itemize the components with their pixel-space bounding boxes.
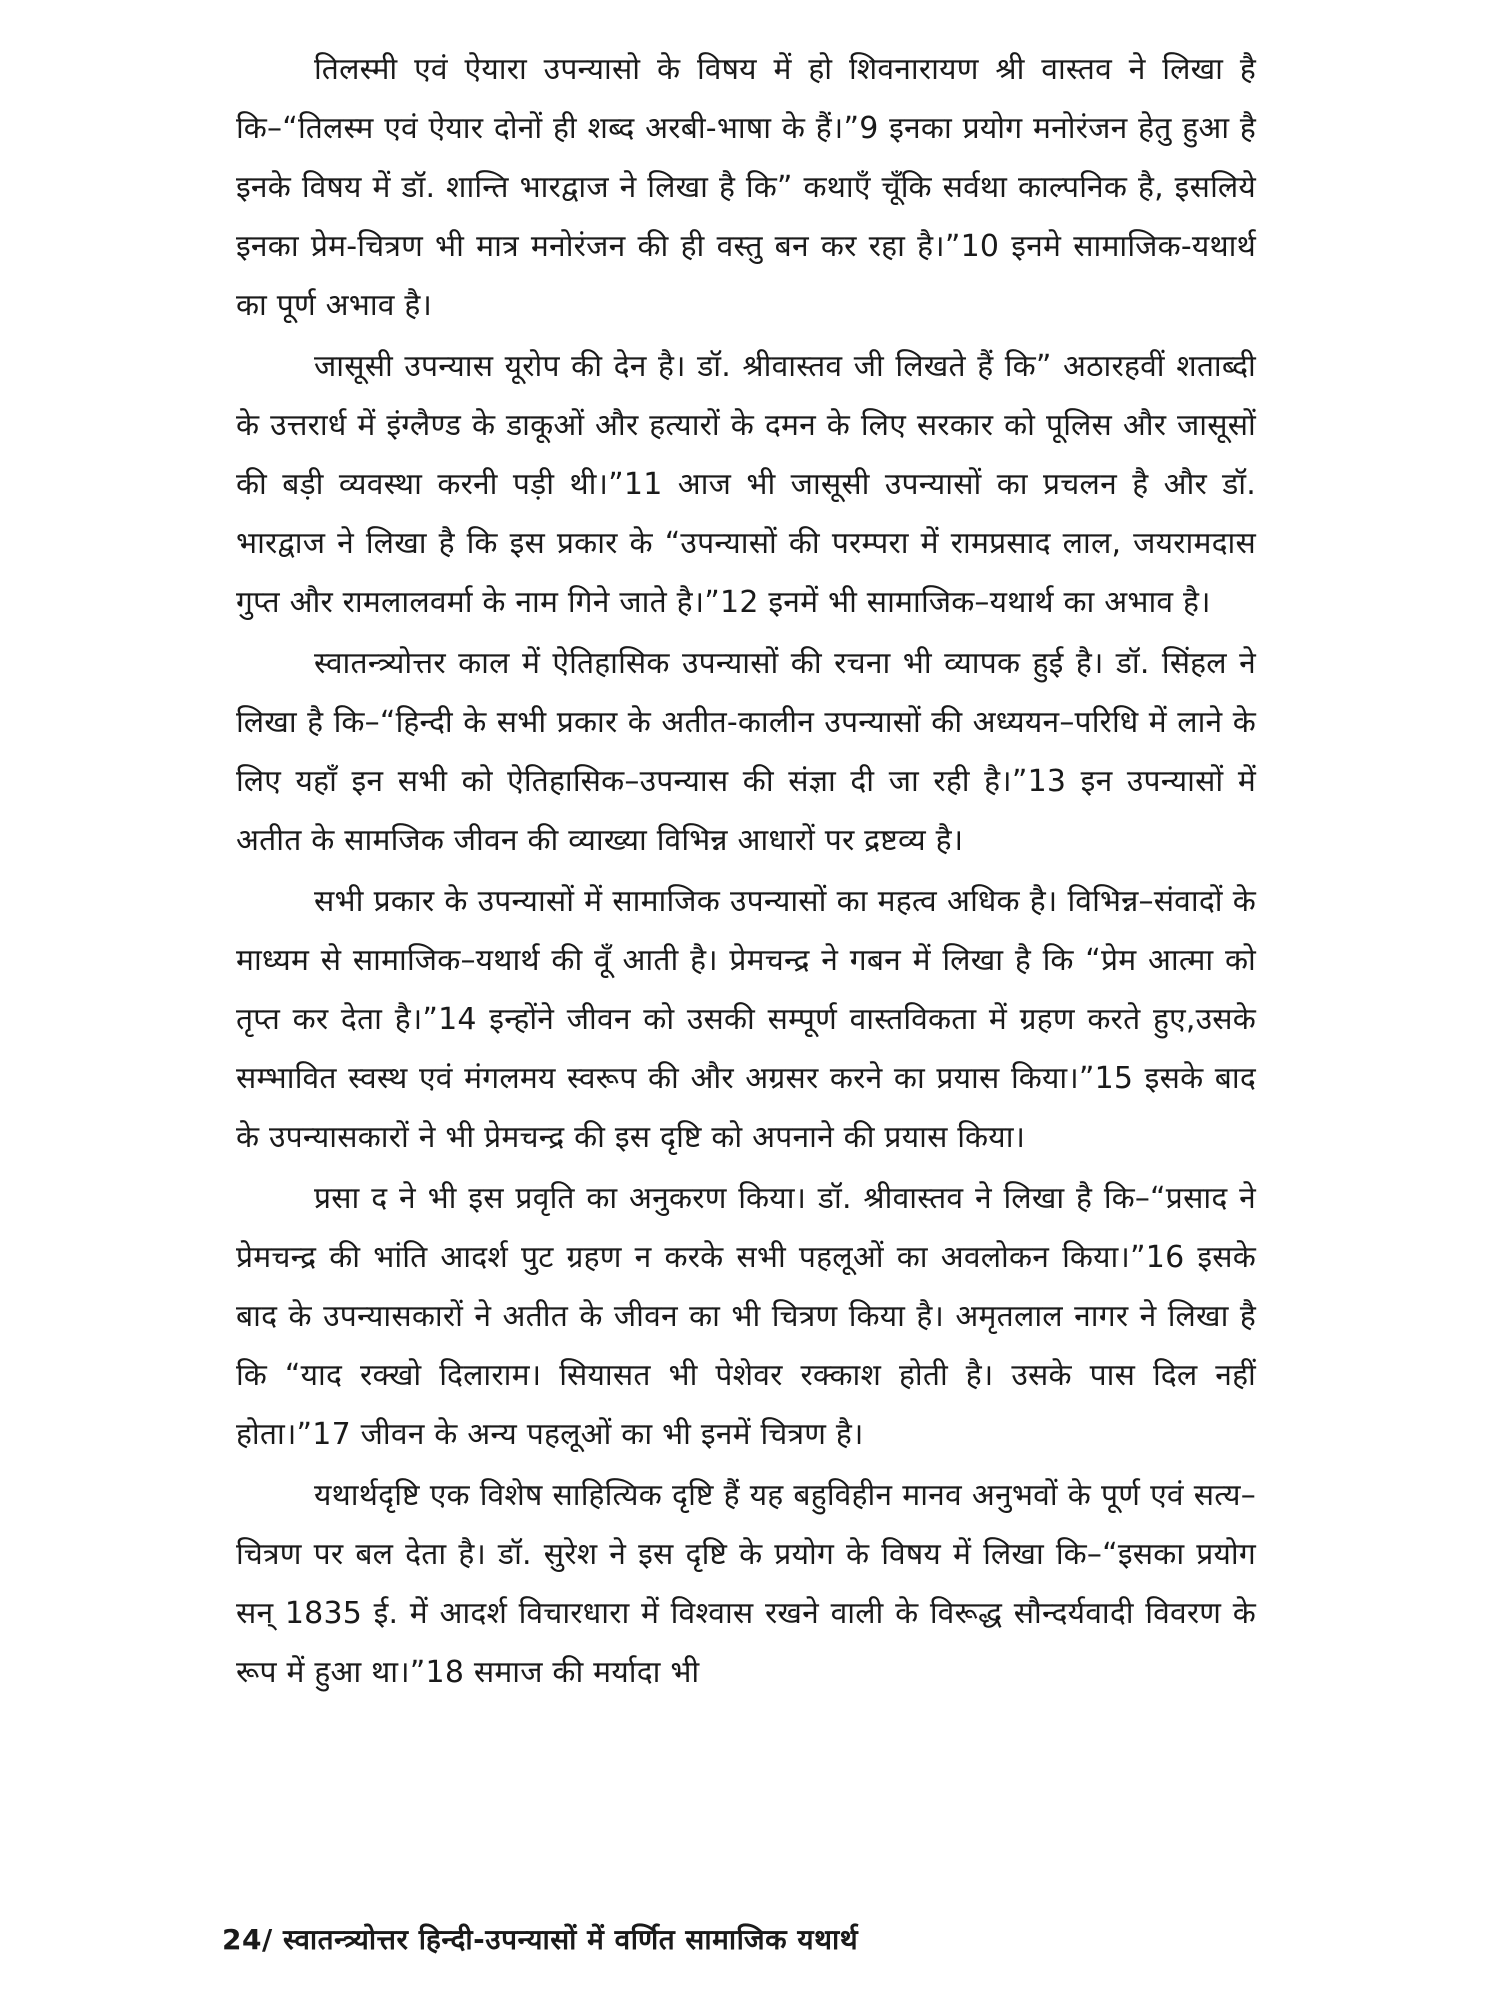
paragraph-jasoosi: जासूसी उपन्यास यूरोप की देन है। डॉ. श्रीवास्तव जी लिखते हैं कि” अठारहवीं शताब्दी के उत्तरार्ध में इंग्लैण्ड के डाकूओं और हत्यारों के दमन के लिए सरकार को पूलिस और जासूसों की बड़ी व्यवस्था करनी पड़ी थी।”11 आज भी जासूसी उपन्यासों का प्रचलन है और डॉ. भारद्वाज ने लिखा है कि इस प्रकार के “उपन्यासों की परम्परा में रामप्रसाद लाल, जयरामदास गुप्त और रामलालवर्मा के नाम गिने जाते है।”12 इनमें भी सामाजिक–यथार्थ का अभाव है। bbox=[236, 349, 1256, 620]
paragraph-samajik: सभी प्रकार के उपन्यासों में सामाजिक उपन्यासों का महत्व अधिक है। विभिन्न–संवादों के माध्यम से सामाजिक–यथार्थ की वूँ आती है। प्रेमचन्द्र ने गबन में लिखा है कि “प्रेम आत्मा को तृप्त कर देता है।”14 इन्होंने जीवन को उसकी सम्पूर्ण वास्तविकता में ग्रहण करते हुए,उसके सम्भावित स्वस्थ एवं मंगलमय स्वरूप की और अग्रसर करने का प्रयास किया।”15 इसके बाद के उपन्यासकारों ने भी प्रेमचन्द्र की इस दृष्टि को अपनाने की प्रयास किया। bbox=[236, 884, 1256, 1155]
paragraph-prasad: प्रसा द ने भी इस प्रवृति का अनुकरण किया। डॉ. श्रीवास्तव ने लिखा है कि–“प्रसाद ने प्रेमचन्द्र की भांति आदर्श पुट ग्रहण न करके सभी पहलूओं का अवलोकन किया।”16 इसके बाद के उपन्यासकारों ने अतीत के जीवन का भी चित्रण किया है। अमृतलाल नागर ने लिखा है कि “याद रक्खो दिलाराम। सियासत भी पेशेवर रक्काश होती है। उसके पास दिल नहीं होता।”17 जीवन के अन्य पहलूओं का भी इनमें चित्रण है। bbox=[236, 1181, 1256, 1452]
paragraph-aitihasik: स्वातन्त्र्योत्तर काल में ऐतिहासिक उपन्यासों की रचना भी व्यापक हुई है। डॉ. सिंहल ने लिखा है कि–“हिन्दी के सभी प्रकार के अतीत-कालीन उपन्यासों की अध्ययन–परिधि में लाने के लिए यहाँ इन सभी को ऐतिहासिक–उपन्यास की संज्ञा दी जा रही है।”13 इन उपन्यासों में अतीत के सामजिक जीवन की व्याख्या विभिन्न आधारों पर द्रष्टव्य है। bbox=[236, 646, 1256, 858]
body-text bbox=[236, 40, 1256, 1702]
paragraph-tilismi-aiyari: तिलस्मी एवं ऐयारा उपन्यासो के विषय में हो शिवनारायण श्री वास्तव ने लिखा है कि–“तिलस्म एवं ऐयार दोनों ही शब्द अरबी-भाषा के हैं।”9 इनका प्रयोग मनोरंजन हेतु हुआ है इनके विषय में डॉ. शान्ति भारद्वाज ने लिखा है कि” कथाएँ चूँकि सर्वथा काल्पनिक है, इसलिये इनका प्रेम-चित्रण भी मात्र मनोरंजन की ही वस्तु बन कर रहा है।”10 इनमे सामाजिक-यथार्थ का पूर्ण अभाव है। bbox=[236, 52, 1256, 323]
paragraph-yatharthdrishti: यथार्थदृष्टि एक विशेष साहित्यिक दृष्टि हैं यह बहुविहीन मानव अनुभवों के पूर्ण एवं सत्य–चित्रण पर बल देता है। डॉ. सुरेश ने इस दृष्टि के प्रयोग के विषय में लिखा कि–“इसका प्रयोग सन् 1835 ई. में आदर्श विचारधारा में विश्वास रखने वाली के विरूद्ध सौन्दर्यवादी विवरण के रूप में हुआ था।”18 समाज की मर्यादा भी bbox=[236, 1478, 1256, 1690]
page-footer: 24/ स्वातन्त्र्योत्तर हिन्दी-उपन्यासों में वर्णित सामाजिक यथार्थ bbox=[222, 1923, 859, 1956]
